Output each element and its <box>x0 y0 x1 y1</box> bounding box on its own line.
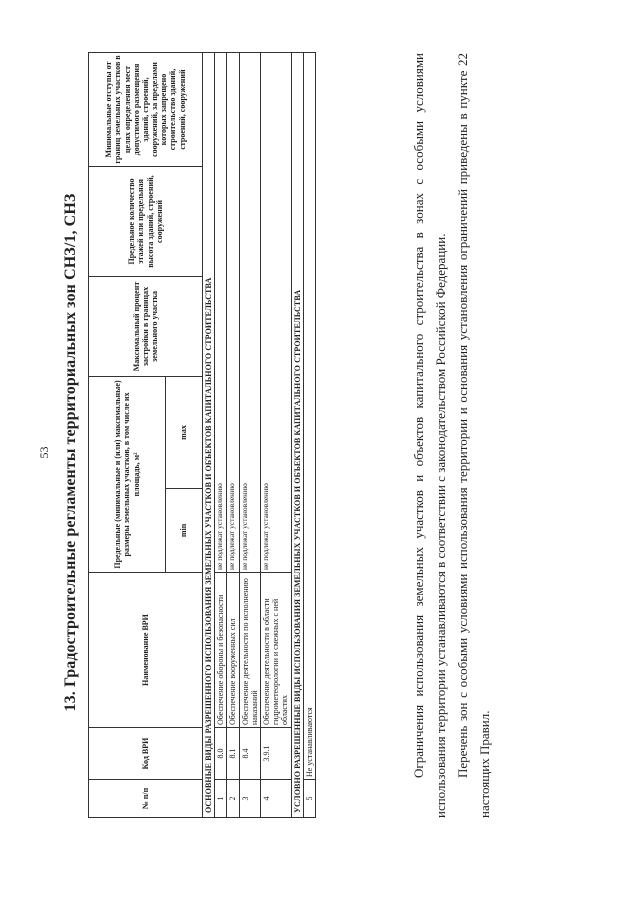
header-max: max <box>166 377 203 489</box>
row-num: 2 <box>227 780 239 818</box>
row-note: не подлежат установлению <box>227 53 239 573</box>
row-text: Не устанавливаются <box>303 53 315 780</box>
row-name: Обеспечение вооруженных сил <box>227 573 239 728</box>
row-code: 8.1 <box>227 728 239 780</box>
header-code: Код ВРИ <box>89 728 203 780</box>
row-num: 4 <box>260 780 291 818</box>
row-code: 8.0 <box>215 728 227 780</box>
row-code: 8.4 <box>239 728 260 780</box>
header-setbacks: Минимальные отступы от границ земельных участков в целях определения мест допустимого размещения зданий, строений, сооружений, за пределами которых запрещено строительство зданий, строений, сооружений <box>89 53 203 167</box>
page-number: 53 <box>37 446 51 459</box>
header-name: Наименование ВРИ <box>89 573 203 728</box>
header-min: min <box>166 489 203 573</box>
row-num: 3 <box>239 780 260 818</box>
table-row <box>303 53 315 818</box>
row-note: не подлежат установлению <box>260 53 291 573</box>
row-name: Обеспечение деятельности по исполнению наказаний <box>239 573 260 728</box>
body-text <box>408 53 496 818</box>
header-floors: Предельное количество этажей или предельная высота зданий, строений, сооружений <box>89 167 203 277</box>
table-row <box>215 53 227 818</box>
section-conditional-header: УСЛОВНО РАЗРЕШЕННЫЕ ВИДЫ ИСПОЛЬЗОВАНИЯ ЗЕМЕЛЬНЫХ УЧАСТКОВ И ОБЪЕКТОВ КАПИТАЛЬНОГО СТРОИТЕЛЬСТВА <box>291 53 303 818</box>
header-area-group: Предельные (минимальные и (или) максимальные) размеры земельных участков, в том числе их площадь, м² <box>89 377 166 573</box>
header-coverage: Максимальный процент застройки в границах земельного участка <box>89 277 203 377</box>
table-row <box>227 53 239 818</box>
paragraph: Ограничения использования земельных участков и объектов капитального строительства в зонах с особыми условиями использования территории устанавливаются в соответствии с законодательством Российской Федерации. <box>411 53 448 818</box>
row-note: не подлежат установлению <box>215 53 227 573</box>
section-main-header: ОСНОВНЫЕ ВИДЫ РАЗРЕШЕННОГО ИСПОЛЬЗОВАНИЯ ЗЕМЕЛЬНЫХ УЧАСТКОВ И ОБЪЕКТОВ КАПИТАЛЬНОГО СТРОИТЕЛЬСТВА <box>203 53 215 818</box>
regulations-table <box>88 52 316 818</box>
row-name: Обеспечение обороны и безопасности <box>215 573 227 728</box>
paragraph: Перечень зон с особыми условиями использования территории и основания установления ограничений приведены в пункте 22 настоящих Правил. <box>455 53 492 818</box>
table-row <box>260 53 291 818</box>
page-title: 13. Градостроительные регламенты территориальных зон СНЗ/1, СНЗ <box>62 193 79 712</box>
header-num: № п/п <box>89 780 203 818</box>
row-code: 3.9.1 <box>260 728 291 780</box>
table-row <box>239 53 260 818</box>
row-name: Обеспечение деятельности в области гидрометеорологии и смежных с ней областях <box>260 573 291 728</box>
row-note: не подлежат установлению <box>239 53 260 573</box>
row-num: 5 <box>303 780 315 818</box>
row-num: 1 <box>215 780 227 818</box>
